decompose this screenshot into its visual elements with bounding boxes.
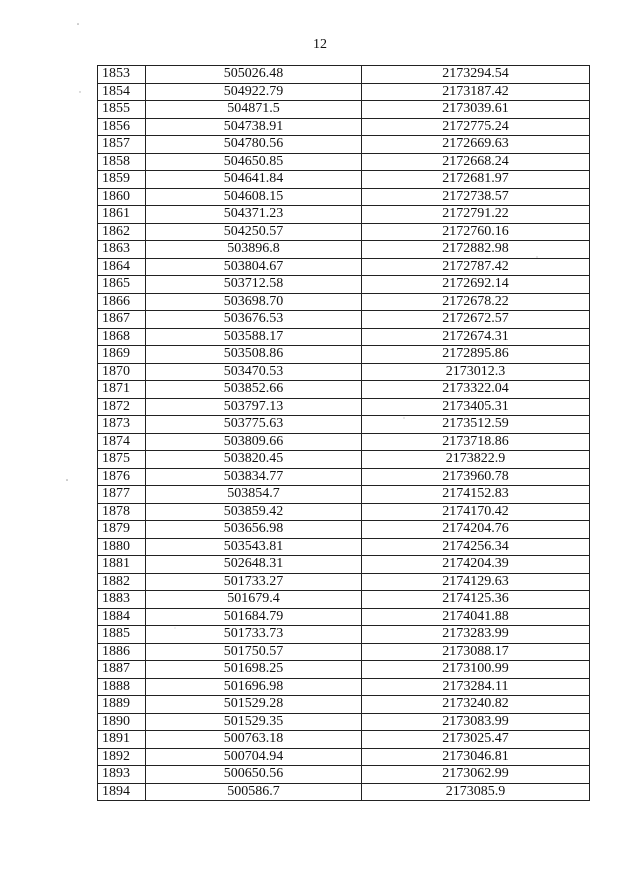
table-row [98,276,590,294]
table-row [98,643,590,661]
y-coordinate-cell: 2172678.22 [362,293,590,311]
y-coordinate-cell: 2174204.76 [362,521,590,539]
y-coordinate-cell: 2172738.57 [362,188,590,206]
x-coordinate-cell: 500650.56 [146,766,362,784]
x-coordinate-cell: 505026.48 [146,66,362,84]
point-number-cell: 1890 [98,713,146,731]
table-row [98,521,590,539]
x-coordinate-cell: 500586.7 [146,783,362,801]
y-coordinate-cell: 2172775.24 [362,118,590,136]
y-coordinate-cell: 2174152.83 [362,486,590,504]
y-coordinate-cell: 2172672.57 [362,311,590,329]
table-row [98,293,590,311]
table-row [98,713,590,731]
table-row [98,433,590,451]
x-coordinate-cell: 501696.98 [146,678,362,696]
point-number-cell: 1854 [98,83,146,101]
point-number-cell: 1861 [98,206,146,224]
y-coordinate-cell: 2173960.78 [362,468,590,486]
x-coordinate-cell: 503676.53 [146,311,362,329]
point-number-cell: 1883 [98,591,146,609]
table-row [98,416,590,434]
y-coordinate-cell: 2173025.47 [362,731,590,749]
table-row [98,136,590,154]
point-number-cell: 1878 [98,503,146,521]
x-coordinate-cell: 504871.5 [146,101,362,119]
point-number-cell: 1867 [98,311,146,329]
x-coordinate-cell: 503656.98 [146,521,362,539]
y-coordinate-cell: 2172791.22 [362,206,590,224]
x-coordinate-cell: 501529.35 [146,713,362,731]
y-coordinate-cell: 2172882.98 [362,241,590,259]
point-number-cell: 1860 [98,188,146,206]
point-number-cell: 1884 [98,608,146,626]
point-number-cell: 1863 [98,241,146,259]
y-coordinate-cell: 2174129.63 [362,573,590,591]
y-coordinate-cell: 2174204.39 [362,556,590,574]
table-row [98,118,590,136]
x-coordinate-cell: 504650.85 [146,153,362,171]
point-number-cell: 1871 [98,381,146,399]
x-coordinate-cell: 504250.57 [146,223,362,241]
table-row [98,766,590,784]
table-row [98,591,590,609]
table-row [98,486,590,504]
coordinates-table [97,65,590,801]
x-coordinate-cell: 504641.84 [146,171,362,189]
x-coordinate-cell: 501684.79 [146,608,362,626]
y-coordinate-cell: 2172668.24 [362,153,590,171]
table-row [98,206,590,224]
table-row [98,748,590,766]
point-number-cell: 1886 [98,643,146,661]
y-coordinate-cell: 2172760.16 [362,223,590,241]
point-number-cell: 1887 [98,661,146,679]
x-coordinate-cell: 503859.42 [146,503,362,521]
x-coordinate-cell: 504738.91 [146,118,362,136]
point-number-cell: 1882 [98,573,146,591]
x-coordinate-cell: 503775.63 [146,416,362,434]
table-row [98,171,590,189]
x-coordinate-cell: 502648.31 [146,556,362,574]
point-number-cell: 1865 [98,276,146,294]
y-coordinate-cell: 2172669.63 [362,136,590,154]
y-coordinate-cell: 2174170.42 [362,503,590,521]
point-number-cell: 1873 [98,416,146,434]
y-coordinate-cell: 2174125.36 [362,591,590,609]
table-row [98,573,590,591]
x-coordinate-cell: 503820.45 [146,451,362,469]
point-number-cell: 1875 [98,451,146,469]
table-row [98,153,590,171]
point-number-cell: 1893 [98,766,146,784]
x-coordinate-cell: 501733.27 [146,573,362,591]
y-coordinate-cell: 2174256.34 [362,538,590,556]
table-row [98,83,590,101]
point-number-cell: 1869 [98,346,146,364]
table-row [98,398,590,416]
table-row [98,381,590,399]
point-number-cell: 1870 [98,363,146,381]
x-coordinate-cell: 504371.23 [146,206,362,224]
x-coordinate-cell: 503896.8 [146,241,362,259]
table-row [98,451,590,469]
x-coordinate-cell: 504608.15 [146,188,362,206]
point-number-cell: 1855 [98,101,146,119]
point-number-cell: 1874 [98,433,146,451]
table-row [98,626,590,644]
y-coordinate-cell: 2173718.86 [362,433,590,451]
table-row [98,538,590,556]
point-number-cell: 1857 [98,136,146,154]
table-row [98,661,590,679]
table-row [98,188,590,206]
point-number-cell: 1880 [98,538,146,556]
table-row [98,241,590,259]
x-coordinate-cell: 503854.7 [146,486,362,504]
point-number-cell: 1877 [98,486,146,504]
x-coordinate-cell: 501698.25 [146,661,362,679]
y-coordinate-cell: 2173083.99 [362,713,590,731]
x-coordinate-cell: 503470.53 [146,363,362,381]
y-coordinate-cell: 2173240.82 [362,696,590,714]
table-row [98,783,590,801]
x-coordinate-cell: 504922.79 [146,83,362,101]
point-number-cell: 1885 [98,626,146,644]
point-number-cell: 1894 [98,783,146,801]
table-row [98,311,590,329]
table-row [98,731,590,749]
y-coordinate-cell: 2173284.11 [362,678,590,696]
y-coordinate-cell: 2172674.31 [362,328,590,346]
y-coordinate-cell: 2173294.54 [362,66,590,84]
point-number-cell: 1889 [98,696,146,714]
table-row [98,468,590,486]
table-row [98,66,590,84]
table-row [98,556,590,574]
y-coordinate-cell: 2174041.88 [362,608,590,626]
y-coordinate-cell: 2173322.04 [362,381,590,399]
point-number-cell: 1853 [98,66,146,84]
y-coordinate-cell: 2173283.99 [362,626,590,644]
point-number-cell: 1876 [98,468,146,486]
y-coordinate-cell: 2173062.99 [362,766,590,784]
coordinates-table-body [98,66,590,801]
y-coordinate-cell: 2173088.17 [362,643,590,661]
x-coordinate-cell: 503797.13 [146,398,362,416]
point-number-cell: 1879 [98,521,146,539]
y-coordinate-cell: 2172681.97 [362,171,590,189]
point-number-cell: 1862 [98,223,146,241]
y-coordinate-cell: 2173012.3 [362,363,590,381]
y-coordinate-cell: 2172787.42 [362,258,590,276]
x-coordinate-cell: 500704.94 [146,748,362,766]
y-coordinate-cell: 2172692.14 [362,276,590,294]
table-row [98,346,590,364]
x-coordinate-cell: 503588.17 [146,328,362,346]
y-coordinate-cell: 2173100.99 [362,661,590,679]
x-coordinate-cell: 503543.81 [146,538,362,556]
y-coordinate-cell: 2173046.81 [362,748,590,766]
y-coordinate-cell: 2173039.61 [362,101,590,119]
table-row [98,328,590,346]
point-number-cell: 1891 [98,731,146,749]
x-coordinate-cell: 503852.66 [146,381,362,399]
point-number-cell: 1859 [98,171,146,189]
x-coordinate-cell: 503712.58 [146,276,362,294]
y-coordinate-cell: 2173085.9 [362,783,590,801]
point-number-cell: 1858 [98,153,146,171]
table-row [98,223,590,241]
x-coordinate-cell: 503834.77 [146,468,362,486]
y-coordinate-cell: 2173187.42 [362,83,590,101]
x-coordinate-cell: 501679.4 [146,591,362,609]
table-row [98,503,590,521]
y-coordinate-cell: 2173822.9 [362,451,590,469]
x-coordinate-cell: 504780.56 [146,136,362,154]
y-coordinate-cell: 2173405.31 [362,398,590,416]
table-row [98,258,590,276]
table-row [98,696,590,714]
point-number-cell: 1868 [98,328,146,346]
page-number: 12 [313,37,327,52]
point-number-cell: 1864 [98,258,146,276]
point-number-cell: 1888 [98,678,146,696]
table-row [98,678,590,696]
table-row [98,363,590,381]
y-coordinate-cell: 2173512.59 [362,416,590,434]
point-number-cell: 1892 [98,748,146,766]
x-coordinate-cell: 501529.28 [146,696,362,714]
point-number-cell: 1872 [98,398,146,416]
x-coordinate-cell: 503804.67 [146,258,362,276]
table-row [98,608,590,626]
point-number-cell: 1881 [98,556,146,574]
x-coordinate-cell: 501733.73 [146,626,362,644]
table-row [98,101,590,119]
x-coordinate-cell: 503508.86 [146,346,362,364]
x-coordinate-cell: 500763.18 [146,731,362,749]
y-coordinate-cell: 2172895.86 [362,346,590,364]
x-coordinate-cell: 503809.66 [146,433,362,451]
point-number-cell: 1866 [98,293,146,311]
point-number-cell: 1856 [98,118,146,136]
x-coordinate-cell: 501750.57 [146,643,362,661]
x-coordinate-cell: 503698.70 [146,293,362,311]
